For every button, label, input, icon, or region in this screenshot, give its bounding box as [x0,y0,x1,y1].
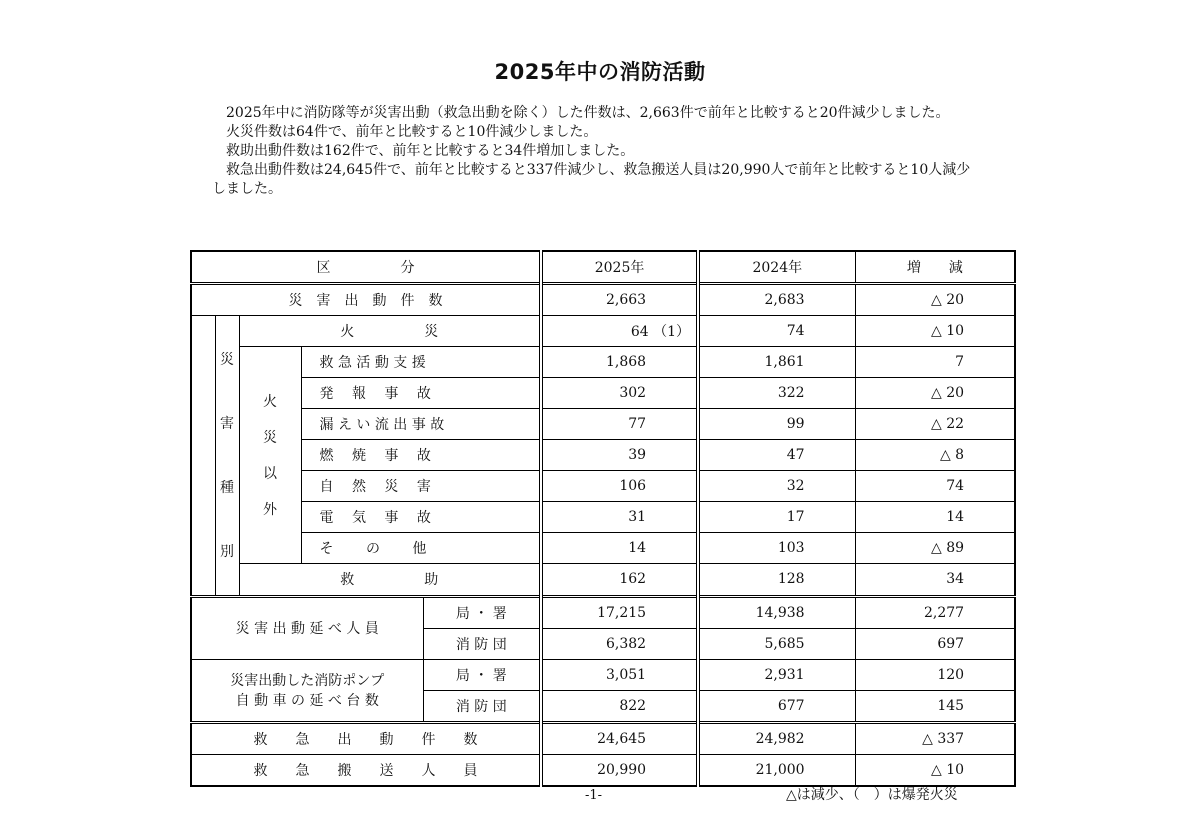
table-row [191,440,1015,471]
row-label: 漏 え い 流 出 事 故 [301,409,541,440]
header-2024: 2024年 [698,251,855,284]
cell-change: 120 [855,659,1015,690]
table-row [191,754,1015,786]
cell-2024: 21,000 [698,754,855,786]
table-row [191,284,1015,316]
row-label: 燃 焼 事 故 [301,440,541,471]
cell-2024: 99 [698,409,855,440]
page-number: -1- [585,788,603,803]
cell-2025: 2,663 [541,284,698,316]
row-label: 救 助 [239,564,541,596]
cell-2024: 5,685 [698,628,855,659]
table-row [191,564,1015,596]
intro-text [212,104,984,199]
cell-change: 34 [855,564,1015,596]
cell-change: △ 10 [855,754,1015,786]
row-label: 救 急 搬 送 人 員 [191,754,541,786]
intro-paragraph: 火災件数は64件で、前年と比較すると10件減少しました。 [226,124,598,140]
cell-2024: 24,982 [698,722,855,754]
cell-2025: 64 （1） [541,316,698,347]
non-fire-char: 火 [263,394,277,411]
row-sublabel: 局 ・ 署 [423,596,541,628]
cell-2024: 17 [698,502,855,533]
cell-change: △ 20 [855,378,1015,409]
intro-paragraph: 2025年中に消防隊等が災害出動（救急出動を除く）した件数は、2,663件で前年と比較すると20件減少しました。 [226,105,950,121]
non-fire-label [239,347,301,564]
table-row [191,659,1015,690]
cell-2025: 1,868 [541,347,698,378]
cell-change: 14 [855,502,1015,533]
cell-change: △ 8 [855,440,1015,471]
header-category: 区 分 [191,251,541,284]
table-row [191,533,1015,564]
cell-change: 7 [855,347,1015,378]
cell-2024: 47 [698,440,855,471]
intro-paragraph: 救急出動件数は24,645件で、前年と比較すると337件減少し、救急搬送人員は20,990人で前年と比較すると10人減少しました。 [212,162,971,197]
cell-2025: 6,382 [541,628,698,659]
page-title: 2025年中の消防活動 [494,60,706,84]
vehicles-label [191,659,423,722]
table-row [191,471,1015,502]
cell-2024: 74 [698,316,855,347]
cell-change: △ 337 [855,722,1015,754]
cell-2024: 322 [698,378,855,409]
cell-change: 74 [855,471,1015,502]
row-label: 救 急 活 動 支 援 [301,347,541,378]
vehicles-label-line: 自 動 車 の 延 べ 台 数 [235,693,379,710]
table-row [191,502,1015,533]
header-2025: 2025年 [541,251,698,284]
non-fire-char: 災 [263,430,277,447]
cell-2025: 17,215 [541,596,698,628]
table-row [191,409,1015,440]
cell-2024: 2,683 [698,284,855,316]
row-label: 救 急 出 動 件 数 [191,722,541,754]
disaster-type-label [215,316,239,596]
statistics-table [190,250,1016,787]
cell-2025: 14 [541,533,698,564]
cell-2025: 24,645 [541,722,698,754]
non-fire-char: 外 [263,502,277,519]
row-sublabel: 消 防 団 [423,690,541,722]
intro-paragraph: 救助出動件数は162件で、前年と比較すると34件増加しました。 [226,143,635,159]
row-label: 発 報 事 故 [301,378,541,409]
cell-change: △ 20 [855,284,1015,316]
cell-2024: 677 [698,690,855,722]
cell-2025: 77 [541,409,698,440]
type-char: 別 [220,544,234,561]
cell-change: △ 89 [855,533,1015,564]
cell-2024: 1,861 [698,347,855,378]
row-label: 火 災 [239,316,541,347]
legend-note: △は減少、（ ）は爆発火災 [786,787,958,803]
table-row [191,316,1015,347]
cell-2025: 20,990 [541,754,698,786]
cell-2025: 39 [541,440,698,471]
cell-2025: 3,051 [541,659,698,690]
cell-2025: 31 [541,502,698,533]
personnel-label: 災 害 出 動 延 べ 人 員 [191,596,423,659]
type-char: 種 [220,480,234,497]
type-char: 害 [220,416,234,433]
header-change: 増 減 [855,251,1015,284]
vehicles-label-line: 災害出動した消防ポンプ [230,673,385,690]
row-sublabel: 局 ・ 署 [423,659,541,690]
cell-2025: 106 [541,471,698,502]
table-row [191,596,1015,628]
cell-2024: 2,931 [698,659,855,690]
table-row [191,347,1015,378]
cell-change: 2,277 [855,596,1015,628]
row-sublabel: 消 防 団 [423,628,541,659]
cell-2024: 32 [698,471,855,502]
cell-2024: 128 [698,564,855,596]
cell-change: 145 [855,690,1015,722]
row-label: 自 然 災 害 [301,471,541,502]
cell-change: △ 22 [855,409,1015,440]
row-label: 災 害 出 動 件 数 [191,284,541,316]
row-label: そ の 他 [301,533,541,564]
table-row [191,378,1015,409]
cell-change: △ 10 [855,316,1015,347]
table-header-row [191,251,1015,284]
table-row [191,722,1015,754]
type-char: 災 [220,352,234,369]
cell-2024: 103 [698,533,855,564]
row-label: 電 気 事 故 [301,502,541,533]
non-fire-char: 以 [263,466,277,483]
cell-2025: 162 [541,564,698,596]
cell-2025: 822 [541,690,698,722]
cell-2024: 14,938 [698,596,855,628]
cell-2025: 302 [541,378,698,409]
cell-change: 697 [855,628,1015,659]
